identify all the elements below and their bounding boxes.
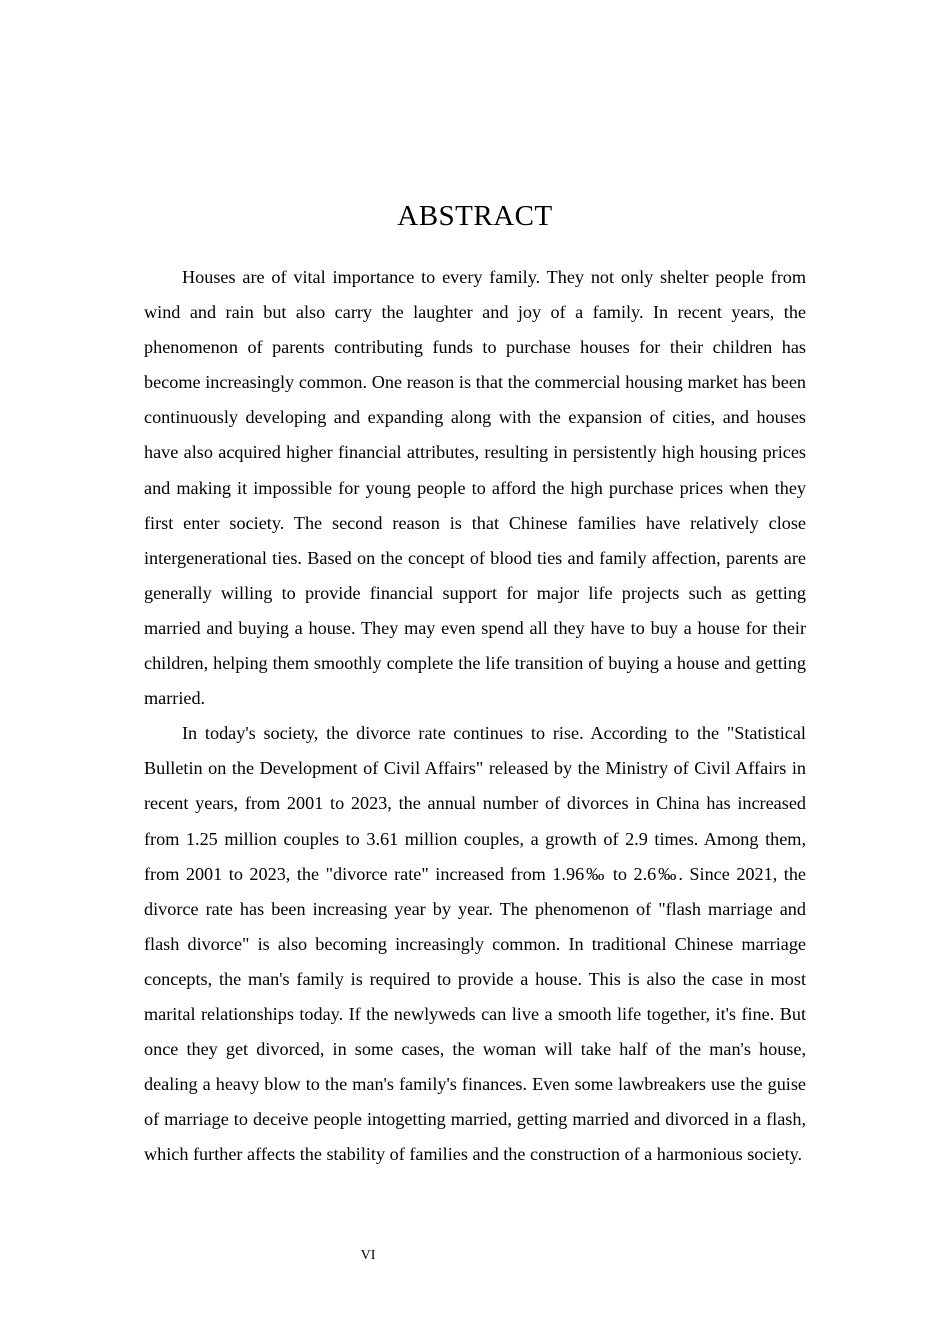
abstract-title: ABSTRACT [397, 200, 553, 232]
abstract-body [144, 260, 806, 1172]
abstract-paragraph-1: Houses are of vital importance to every family. They not only shelter people from wind and rain but also carry the laughter and joy of a family. In recent years, the phenomenon of parents contributing funds to purchase houses for their children has become increasingly common. One reason is that the commercial housing market has been continuously developing and expanding along with the expansion of cities, and houses have also acquired higher financial attributes, resulting in persistently high housing prices and making it impossible for young people to afford the high purchase prices when they first enter society. The second reason is that Chinese families have relatively close intergenerational ties. Based on the concept of blood ties and family affection, parents are generally willing to provide financial support for major life projects such as getting married and buying a house. They may even spend all they have to buy a house for their children, helping them smoothly complete the life transition of buying a house and getting married. [144, 267, 806, 709]
page-number: VI [360, 1248, 376, 1263]
abstract-paragraph-2: In today's society, the divorce rate continues to rise. According to the "Statistical Bulletin on the Development of Civil Affairs" released by the Ministry of Civil Affairs in recent years, from 2001 to 2023, the annual number of divorces in China has increased from 1.25 million couples to 3.61 million couples, a growth of 2.9 times. Among them, from 2001 to 2023, the "divorce rate" increased from 1.96‰ to 2.6‰. Since 2021, the divorce rate has been increasing year by year. The phenomenon of "flash marriage and flash divorce" is also becoming increasingly common. In traditional Chinese marriage concepts, the man's family is required to provide a house. This is also the case in most marital relationships today. If the newlyweds can live a smooth life together, it's fine. But once they get divorced, in some cases, the woman will take half of the man's house, dealing a heavy blow to the man's family's finances. Even some lawbreakers use the guise of marriage to deceive people intogetting married, getting married and divorced in a flash, which further affects the stability of families and the construction of a harmonious society. [144, 723, 806, 1165]
